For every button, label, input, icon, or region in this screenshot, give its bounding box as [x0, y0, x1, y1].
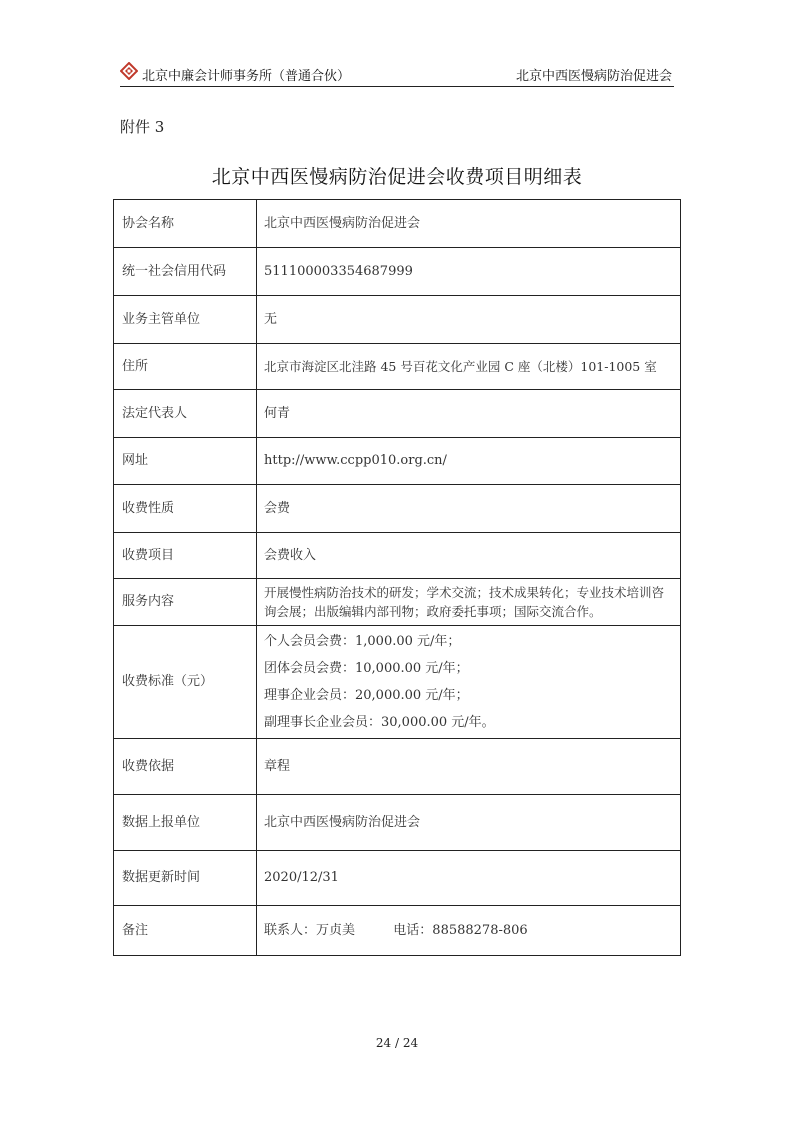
supervisor-value: 无	[257, 296, 681, 344]
service-value: 开展慢性病防治技术的研发；学术交流；技术成果转化；专业技术培训咨询会展；出版编辑内部刊物；政府委托事项；国际交流合作。	[257, 579, 681, 626]
fee-standard-line: 理事企业会员：20,000.00 元/年；	[264, 688, 469, 703]
row-label: 协会名称	[114, 200, 257, 248]
row-label: 住所	[114, 344, 257, 390]
address-value: 北京市海淀区北洼路 45 号百花文化产业园 C 座（北楼）101-1005 室	[257, 344, 681, 390]
report-unit-value: 北京中西医慢病防治促进会	[257, 795, 681, 851]
update-time-value: 2020/12/31	[257, 851, 681, 906]
table-row	[114, 438, 681, 485]
table-row	[114, 485, 681, 533]
row-label: 网址	[114, 438, 257, 485]
fee-standard-line: 个人会员会费：1,000.00 元/年；	[264, 634, 461, 649]
row-label: 业务主管单位	[114, 296, 257, 344]
table-row	[114, 739, 681, 795]
table-row	[114, 248, 681, 296]
fee-standard-line: 副理事长企业会员：30,000.00 元/年。	[264, 715, 495, 730]
remarks-cell	[257, 906, 681, 956]
row-label: 统一社会信用代码	[114, 248, 257, 296]
table-row	[114, 906, 681, 956]
row-label: 收费标准（元）	[114, 626, 257, 739]
fee-standard-cell	[257, 626, 681, 739]
row-label: 数据上报单位	[114, 795, 257, 851]
page-title: 北京中西医慢病防治促进会收费项目明细表	[211, 166, 583, 188]
row-label: 法定代表人	[114, 390, 257, 438]
table-row	[114, 851, 681, 906]
row-label: 数据更新时间	[114, 851, 257, 906]
firm-logo-icon	[120, 62, 138, 80]
table-row	[114, 795, 681, 851]
credit-code-value: 511100003354687999	[257, 248, 681, 296]
table-row	[114, 579, 681, 626]
row-label: 收费项目	[114, 533, 257, 579]
fee-basis-value: 章程	[257, 739, 681, 795]
fee-details-table	[113, 199, 681, 956]
contact-person: 联系人：万贞美	[264, 922, 356, 938]
row-label: 收费性质	[114, 485, 257, 533]
table-row	[114, 626, 681, 739]
row-label: 备注	[114, 906, 257, 956]
contact-phone: 电话：88588278-806	[393, 922, 528, 938]
attachment-label: 附件 3	[120, 118, 165, 136]
table-row	[114, 296, 681, 344]
legal-rep-value: 何青	[257, 390, 681, 438]
website-link[interactable]: http://www.ccpp010.org.cn/	[257, 438, 681, 485]
association-name-value: 北京中西医慢病防治促进会	[257, 200, 681, 248]
header-association-name: 北京中西医慢病防治促进会	[515, 69, 672, 84]
table-row	[114, 390, 681, 438]
row-label: 收费依据	[114, 739, 257, 795]
page-number: 24 / 24	[375, 1036, 419, 1050]
page-header	[120, 60, 674, 87]
table-row	[114, 344, 681, 390]
row-label: 服务内容	[114, 579, 257, 626]
fee-item-value: 会费收入	[257, 533, 681, 579]
table-row	[114, 533, 681, 579]
table-row	[114, 200, 681, 248]
header-firm-name: 北京中廉会计师事务所（普通合伙）	[142, 69, 351, 84]
fee-nature-value: 会费	[257, 485, 681, 533]
fee-standard-line: 团体会员会费：10,000.00 元/年；	[264, 661, 469, 676]
